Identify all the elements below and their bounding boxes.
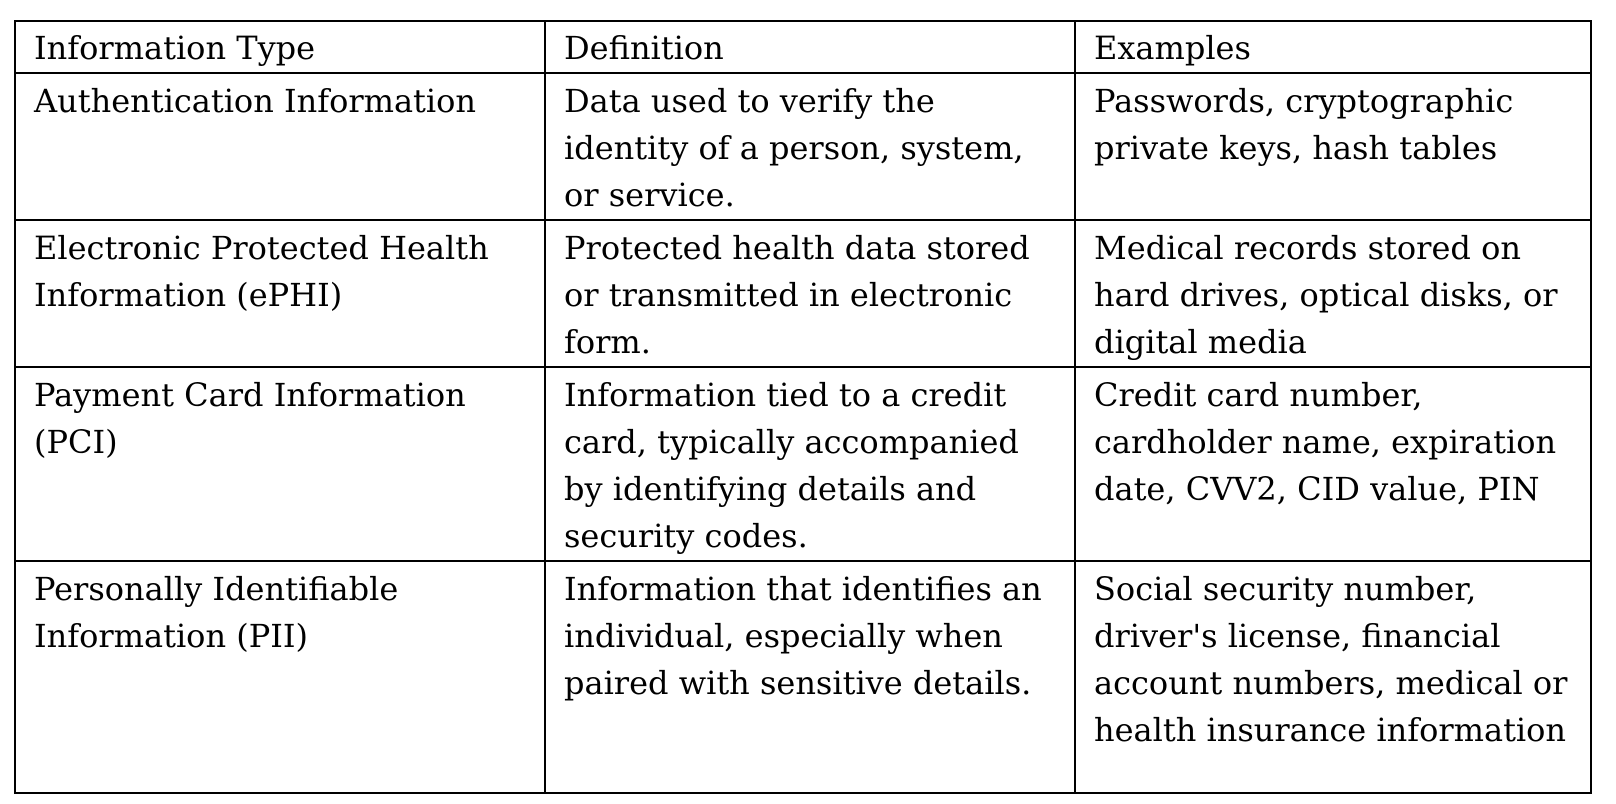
information-types-table	[14, 20, 1592, 794]
cell-information-type: Electronic Protected Health Information (ePHI)	[15, 220, 545, 367]
header-information-type: Information Type	[15, 21, 545, 73]
cell-examples: Passwords, cryptographic private keys, hash tables	[1075, 73, 1591, 220]
cell-definition: Information tied to a credit card, typically accompanied by identifying details and security codes.	[545, 367, 1075, 561]
cell-examples: Credit card number, cardholder name, expiration date, CVV2, CID value, PIN	[1075, 367, 1591, 561]
cell-examples: Social security number, driver's license, financial account numbers, medical or health insurance information	[1075, 561, 1591, 793]
table-row	[15, 561, 1591, 793]
cell-information-type: Payment Card Information (PCI)	[15, 367, 545, 561]
cell-definition: Data used to verify the identity of a person, system, or service.	[545, 73, 1075, 220]
cell-examples: Medical records stored on hard drives, optical disks, or digital media	[1075, 220, 1591, 367]
cell-definition: Protected health data stored or transmitted in electronic form.	[545, 220, 1075, 367]
cell-definition: Information that identifies an individual, especially when paired with sensitive details.	[545, 561, 1075, 793]
table-row	[15, 73, 1591, 220]
header-definition: Definition	[545, 21, 1075, 73]
header-examples: Examples	[1075, 21, 1591, 73]
cell-information-type: Personally Identifiable Information (PII)	[15, 561, 545, 793]
table-row	[15, 220, 1591, 367]
cell-information-type: Authentication Information	[15, 73, 545, 220]
table-header-row	[15, 21, 1591, 73]
table-row	[15, 367, 1591, 561]
